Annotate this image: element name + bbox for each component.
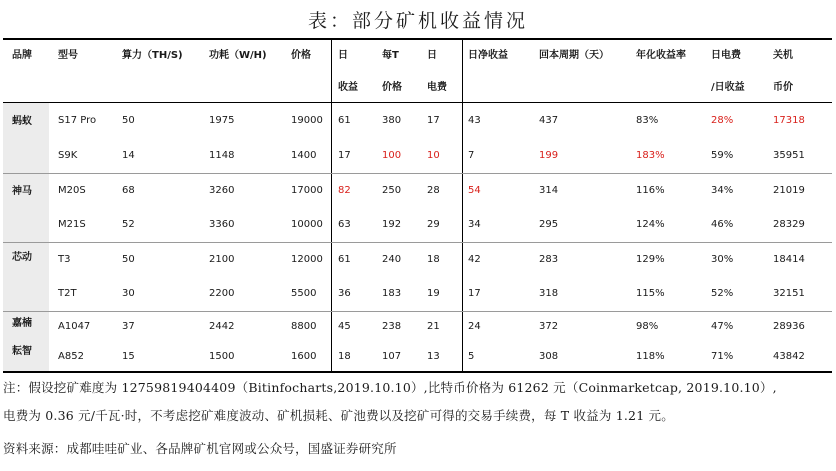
cell-payback: 308 [539, 350, 559, 362]
cell-payback: 372 [539, 320, 559, 332]
cell-payback: 437 [539, 114, 559, 126]
cell-shutdown-price: 35951 [773, 150, 805, 161]
cell-price: 17000 [291, 184, 323, 196]
cell-shutdown-price: 17318 [773, 114, 805, 126]
cell-payback: 314 [539, 184, 559, 196]
cell-daily-revenue: 45 [338, 320, 351, 332]
cell-power-ratio: 47% [711, 320, 734, 332]
group-rule [3, 311, 832, 312]
cell-daily-power: 29 [427, 219, 440, 230]
cell-power-ratio: 59% [711, 150, 734, 161]
cell-annual-return: 116% [636, 184, 665, 196]
header-daily-net: 日净收益 [468, 50, 508, 61]
cell-annual-return: 115% [636, 288, 665, 299]
header-price-per-t: 价格 [382, 82, 402, 93]
header-annual-return: 年化收益率 [636, 50, 686, 61]
cell-price: 12000 [291, 253, 323, 265]
cell-price: 10000 [291, 219, 323, 230]
cell-power: 2442 [209, 320, 235, 332]
cell-daily-power: 28 [427, 184, 440, 196]
header-model: 型号 [58, 50, 78, 61]
header-daily-power: 电费 [427, 82, 447, 93]
cell-daily-net: 17 [468, 288, 481, 299]
cell-power-ratio: 52% [711, 288, 734, 299]
cell-price-per-t: 100 [382, 150, 402, 161]
cell-model: M21S [58, 219, 86, 230]
header-brand: 品牌 [12, 50, 32, 61]
cell-annual-return: 83% [636, 114, 659, 126]
cell-shutdown-price: 43842 [773, 350, 805, 362]
cell-power-ratio: 34% [711, 184, 734, 196]
cell-price: 8800 [291, 320, 317, 332]
cell-power: 3360 [209, 219, 235, 230]
cell-daily-net: 34 [468, 219, 481, 230]
cell-price-per-t: 107 [382, 350, 402, 362]
brand-label: 嘉楠 [12, 318, 32, 329]
cell-shutdown-price: 28329 [773, 219, 805, 230]
header-shutdown-price: 币价 [773, 82, 793, 93]
cell-hashrate: 68 [122, 184, 135, 196]
cell-model: A1047 [58, 320, 91, 332]
cell-annual-return: 118% [636, 350, 665, 362]
cell-power-ratio: 71% [711, 350, 734, 362]
cell-daily-revenue: 17 [338, 150, 351, 161]
header-price-per-t: 每T [382, 50, 399, 61]
cell-daily-revenue: 18 [338, 350, 351, 362]
header-daily-power: 日 [427, 50, 437, 61]
cell-shutdown-price: 28936 [773, 320, 805, 332]
header-power-ratio: /日收益 [711, 82, 745, 93]
cell-model: T2T [58, 288, 77, 299]
cell-model: T3 [58, 253, 71, 265]
cell-price-per-t: 250 [382, 184, 402, 196]
cell-annual-return: 98% [636, 320, 659, 332]
cell-power: 3260 [209, 184, 235, 196]
cell-payback: 318 [539, 288, 559, 299]
note-line-2: 电费为 0.36 元/千瓦·时，不考虑挖矿难度波动、矿机损耗、矿池费以及挖矿可得的交易手续费，每 T 收益为 1.21 元。 [3, 408, 674, 423]
cell-power: 1975 [209, 114, 235, 126]
cell-shutdown-price: 21019 [773, 184, 805, 196]
cell-hashrate: 50 [122, 253, 135, 265]
cell-annual-return: 129% [636, 253, 665, 265]
cell-model: S17 Pro [58, 114, 97, 126]
cell-model: A852 [58, 350, 84, 362]
cell-daily-power: 13 [427, 350, 440, 362]
brand-label: 神马 [12, 186, 32, 197]
column-separator [331, 40, 332, 371]
cell-hashrate: 52 [122, 219, 135, 230]
header-power: 功耗（W/H) [209, 50, 267, 61]
brand-label: 耘智 [12, 346, 32, 357]
column-separator [462, 40, 463, 371]
cell-power: 1148 [209, 150, 235, 161]
header-payback: 回本周期（天） [539, 50, 609, 61]
cell-hashrate: 50 [122, 114, 135, 126]
cell-power: 2100 [209, 253, 235, 265]
header-price: 价格 [291, 50, 311, 61]
cell-daily-net: 43 [468, 114, 481, 126]
cell-daily-revenue: 82 [338, 184, 351, 196]
cell-power-ratio: 30% [711, 253, 734, 265]
cell-shutdown-price: 18414 [773, 253, 805, 265]
cell-daily-net: 24 [468, 320, 481, 332]
mining-machine-table [3, 38, 832, 373]
cell-daily-net: 54 [468, 184, 481, 196]
cell-daily-revenue: 36 [338, 288, 351, 299]
source-note: 资料来源：成都哇哇矿业、各品牌矿机官网或公众号，国盛证券研究所 [3, 441, 397, 456]
cell-daily-net: 5 [468, 350, 475, 362]
cell-daily-revenue: 61 [338, 253, 351, 265]
cell-daily-power: 19 [427, 288, 440, 299]
brand-column-shade [3, 102, 49, 371]
cell-payback: 199 [539, 150, 559, 161]
cell-model: M20S [58, 184, 86, 196]
cell-price-per-t: 380 [382, 114, 402, 126]
cell-hashrate: 14 [122, 150, 135, 161]
cell-annual-return: 183% [636, 150, 665, 161]
cell-payback: 283 [539, 253, 559, 265]
cell-price: 1600 [291, 350, 317, 362]
cell-price-per-t: 192 [382, 219, 402, 230]
cell-daily-revenue: 63 [338, 219, 351, 230]
brand-label: 蚂蚁 [12, 116, 32, 127]
cell-daily-power: 21 [427, 320, 440, 332]
cell-payback: 295 [539, 219, 559, 230]
cell-hashrate: 30 [122, 288, 135, 299]
cell-power-ratio: 46% [711, 219, 734, 230]
cell-daily-power: 18 [427, 253, 440, 265]
cell-power-ratio: 28% [711, 114, 734, 126]
cell-price: 19000 [291, 114, 323, 126]
header-power-ratio: 日电费 [711, 50, 741, 61]
group-rule [3, 242, 832, 243]
cell-hashrate: 15 [122, 350, 135, 362]
cell-model: S9K [58, 150, 78, 161]
cell-daily-net: 42 [468, 253, 481, 265]
table-title: 表：部分矿机收益情况 [307, 10, 528, 32]
header-shutdown-price: 关机 [773, 50, 793, 61]
cell-price: 5500 [291, 288, 317, 299]
cell-daily-net: 7 [468, 150, 475, 161]
cell-power: 2200 [209, 288, 235, 299]
cell-price-per-t: 238 [382, 320, 402, 332]
header-daily-revenue: 日 [338, 50, 348, 61]
header-daily-revenue: 收益 [338, 82, 358, 93]
header-rule [3, 102, 832, 103]
group-rule [3, 173, 832, 174]
cell-daily-revenue: 61 [338, 114, 351, 126]
cell-daily-power: 17 [427, 114, 440, 126]
cell-annual-return: 124% [636, 219, 665, 230]
cell-shutdown-price: 32151 [773, 288, 805, 299]
cell-price-per-t: 183 [382, 288, 402, 299]
cell-hashrate: 37 [122, 320, 135, 332]
header-hashrate: 算力（TH/S) [122, 50, 183, 61]
cell-price-per-t: 240 [382, 253, 402, 265]
cell-daily-power: 10 [427, 150, 440, 161]
note-line-1: 注：假设挖矿难度为 12759819404409（Bitinfocharts,2019.10.10）,比特币价格为 61262 元（Coinmarketcap, 2019.10.10）, [3, 380, 777, 395]
cell-price: 1400 [291, 150, 317, 161]
brand-label: 芯动 [12, 252, 32, 263]
cell-power: 1500 [209, 350, 235, 362]
